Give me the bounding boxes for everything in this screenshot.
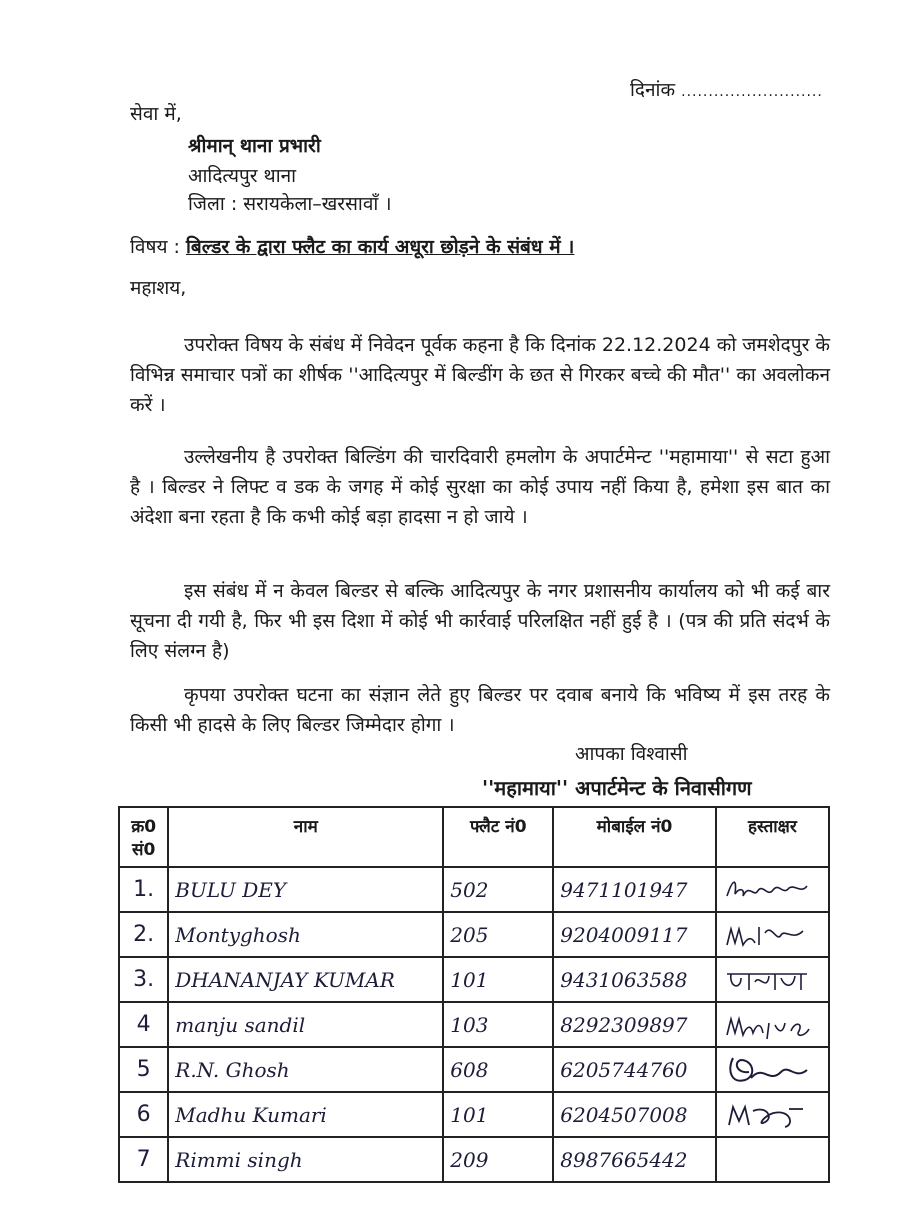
row-mobile: 6204507008 <box>553 1092 716 1137</box>
table-row <box>119 912 829 957</box>
handwritten-signature <box>723 1099 811 1131</box>
table-header-row <box>119 807 829 867</box>
row-flat: 101 <box>443 957 553 1002</box>
table-row <box>119 1092 829 1137</box>
handwritten-signature <box>723 874 811 906</box>
row-flat: 101 <box>443 1092 553 1137</box>
address-recipient: श्रीमान् थाना प्रभारी <box>188 135 321 157</box>
date-line <box>630 76 823 102</box>
handwritten-signature <box>723 964 811 996</box>
row-serial: 7 <box>119 1137 168 1182</box>
row-mobile: 9204009117 <box>553 912 716 957</box>
greeting: महाशय, <box>130 277 187 299</box>
row-signature <box>716 1047 829 1092</box>
address-station: आदित्यपुर थाना <box>188 165 297 187</box>
salutation: सेवा में, <box>130 103 182 125</box>
row-name: Montyghosh <box>168 912 443 957</box>
header-signature: हस्ताक्षर <box>716 807 829 867</box>
closing: आपका विश्वासी <box>575 743 688 765</box>
row-mobile: 9471101947 <box>553 867 716 912</box>
residents-table <box>118 806 830 1183</box>
date-blank: .......................... <box>681 84 823 100</box>
row-signature <box>716 1137 829 1182</box>
row-flat: 209 <box>443 1137 553 1182</box>
row-name: R.N. Ghosh <box>168 1047 443 1092</box>
table-row <box>119 1002 829 1047</box>
handwritten-signature <box>723 919 811 951</box>
row-flat: 103 <box>443 1002 553 1047</box>
row-name: Madhu Kumari <box>168 1092 443 1137</box>
table-row <box>119 1137 829 1182</box>
table-row <box>119 867 829 912</box>
header-mobile: मोबाईल नं0 <box>553 807 716 867</box>
row-signature <box>716 1002 829 1047</box>
row-flat: 205 <box>443 912 553 957</box>
signatories-heading: ''महामाया'' अपार्टमेन्ट के निवासीगण <box>482 776 752 800</box>
row-signature <box>716 957 829 1002</box>
row-name: BULU DEY <box>168 867 443 912</box>
row-serial: 2. <box>119 912 168 957</box>
row-name: DHANANJAY KUMAR <box>168 957 443 1002</box>
header-serial: क्र0 सं0 <box>119 807 168 867</box>
row-serial: 3. <box>119 957 168 1002</box>
table-row <box>119 957 829 1002</box>
date-label: दिनांक <box>630 79 676 101</box>
subject-label: विषय : <box>130 236 180 258</box>
row-mobile: 8292309897 <box>553 1002 716 1047</box>
subject-line <box>130 233 574 259</box>
header-name: नाम <box>168 807 443 867</box>
row-serial: 4 <box>119 1002 168 1047</box>
row-serial: 6 <box>119 1092 168 1137</box>
header-flat: फ्लैट नं0 <box>443 807 553 867</box>
row-signature <box>716 867 829 912</box>
body-paragraph-2: उल्लेखनीय है उपरोक्त बिल्डिंग की चारदिवारी हमलोग के अपार्टमेन्ट ''महामाया'' से सटा हुआ है । बिल्डर ने लिफ्ट व डक के जगह में कोई सुरक्षा का कोई उपाय नहीं किया है, हमेशा इस बात का अंदेशा बना रहता है कि कभी कोई बड़ा हादसा न हो जाये । <box>130 446 830 528</box>
handwritten-signature <box>723 1054 811 1086</box>
row-mobile: 9431063588 <box>553 957 716 1002</box>
row-mobile: 6205744760 <box>553 1047 716 1092</box>
table-row <box>119 1047 829 1092</box>
row-name: manju sandil <box>168 1002 443 1047</box>
body-paragraph-1: उपरोक्त विषय के संबंध में निवेदन पूर्वक कहना है कि दिनांक 22.12.2024 को जमशेदपुर के विभिन्न समाचार पत्रों का शीर्षक ''आदित्यपुर में बिल्डींग के छत से गिरकर बच्चे की मौत'' का अवलोकन करें । <box>130 334 830 416</box>
body-paragraph-4: कृपया उपरोक्त घटना का संज्ञान लेते हुए बिल्डर पर दवाब बनाये कि भविष्य में इस तरह के किसी भी हादसे के लिए बिल्डर जिम्मेदार होगा । <box>130 684 830 736</box>
handwritten-signature <box>723 1009 811 1041</box>
address-district: जिला : सरायकेला–खरसावाँ । <box>188 193 392 215</box>
row-flat: 502 <box>443 867 553 912</box>
row-flat: 608 <box>443 1047 553 1092</box>
row-serial: 5 <box>119 1047 168 1092</box>
row-signature <box>716 912 829 957</box>
subject-text: बिल्डर के द्वारा फ्लैट का कार्य अधूरा छोड़ने के संबंध में । <box>185 236 575 258</box>
row-signature <box>716 1092 829 1137</box>
body-paragraph-3: इस संबंध में न केवल बिल्डर से बल्कि आदित्यपुर के नगर प्रशासनीय कार्यालय को भी कई बार सूचना दी गयी है, फिर भी इस दिशा में कोई भी कार्रवाई परिलक्षित नहीं हुई है । (पत्र की प्रति संदर्भ के लिए संलग्न है) <box>130 580 830 662</box>
row-serial: 1. <box>119 867 168 912</box>
row-name: Rimmi singh <box>168 1137 443 1182</box>
row-mobile: 8987665442 <box>553 1137 716 1182</box>
